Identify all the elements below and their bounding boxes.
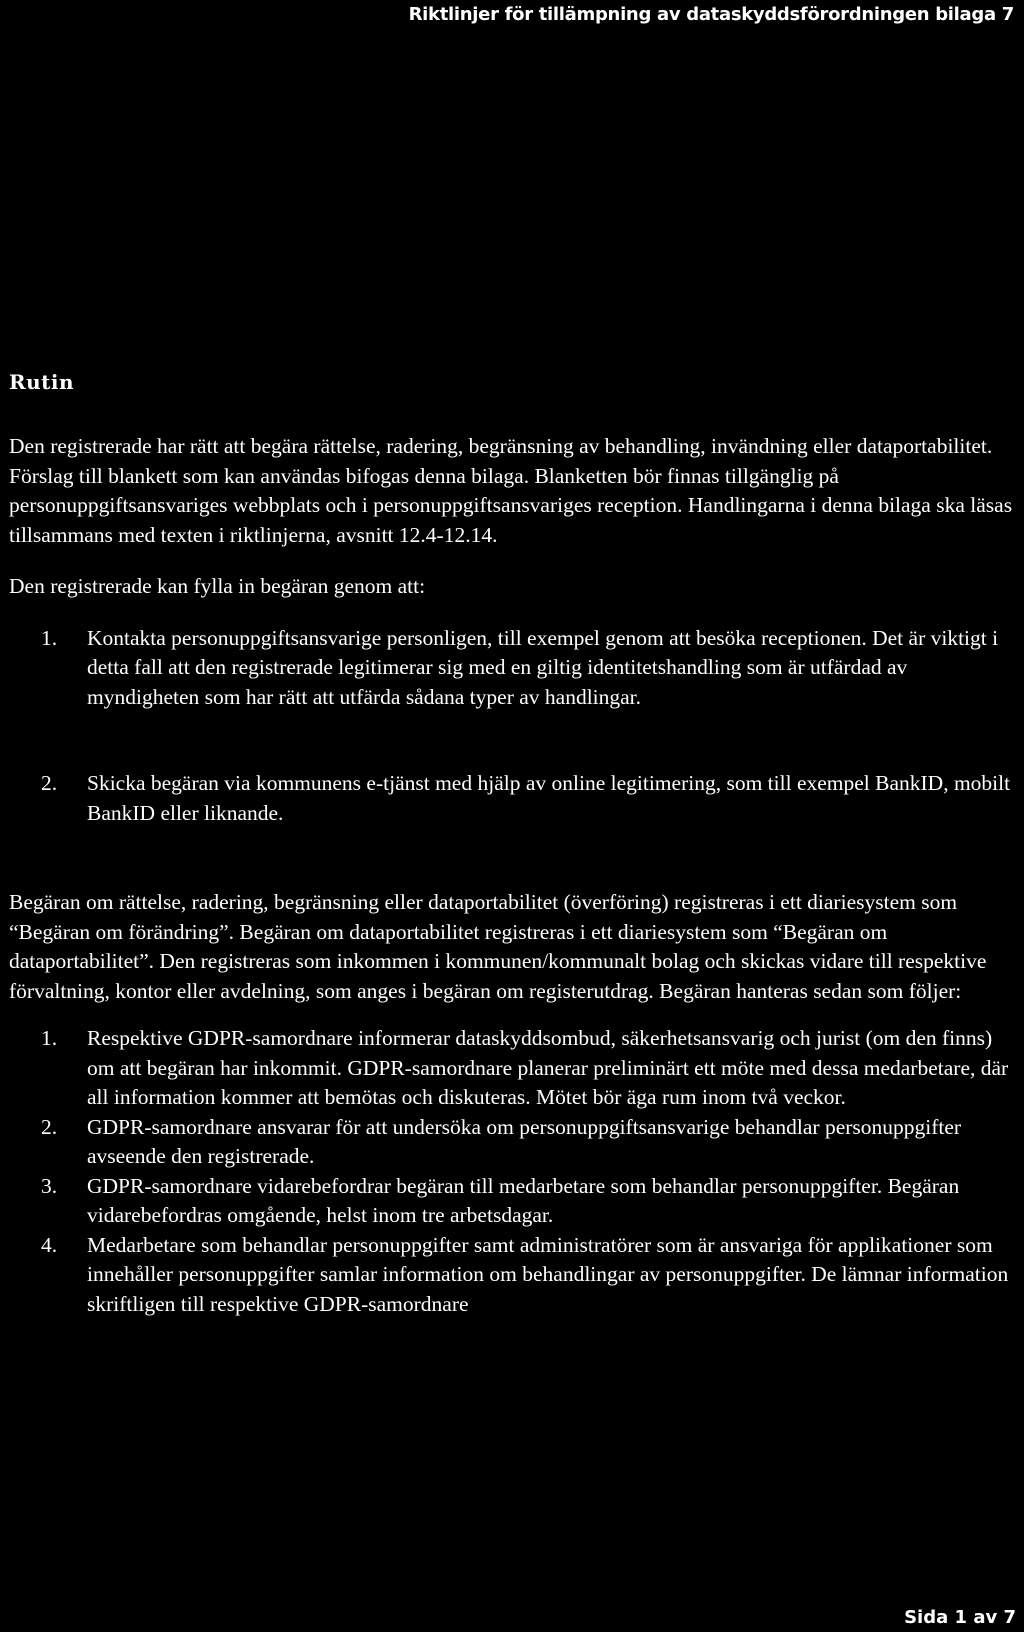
list-item-text: Respektive GDPR-samordnare informerar dataskyddsombud, säkerhetsansvarig och jurist (om den finns) om att begäran har inkommit. GDPR-samordnare planerar preliminärt ett möte med dessa medarbetare, där all information kommer att bemötas och diskuteras. Mötet bör äga rum inom två veckor. — [87, 1026, 1009, 1109]
intro-paragraph: Den registrerade har rätt att begära rättelse, radering, begränsning av behandling, invändning eller dataportabilitet. Förslag till blankett som kan användas bifogas denna bilaga. Blanketten bör finnas tillgänglig på personuppgiftsansvariges webbplats och i personuppgiftsansvariges reception. Handlingarna i denna bilaga ska läsas tillsammans med texten i riktlinjerna, avsnitt 12.4-12.14. — [9, 434, 1013, 547]
request-methods-list — [9, 624, 1014, 829]
list-item-number: 2. — [41, 771, 58, 795]
list-item-text: Skicka begäran via kommunens e-tjänst med hjälp av online legitimering, som till exempel BankID, mobilt BankID eller liknande. — [87, 771, 1011, 825]
list-item-number: 2. — [41, 1114, 58, 1139]
list-item — [9, 1113, 1014, 1172]
list-item — [9, 624, 1014, 713]
list-item-text: Kontakta personuppgiftsansvarige personligen, till exempel genom att besöka receptionen. Det är viktigt i detta fall att den registrerade legitimerar sig med en giltig identitetshandling som är utfärdad av myndigheten som har rätt att utfärda sådana typer av handlingar. — [87, 625, 999, 709]
list-item-number: 4. — [41, 1232, 58, 1257]
page-number: Sida 1 av 7 — [904, 1607, 1016, 1628]
list-item-number: 3. — [41, 1173, 58, 1198]
list-item — [9, 1172, 1014, 1231]
list-item-number: 1. — [41, 1026, 58, 1050]
list-item-text: GDPR-samordnare vidarebefordrar begäran till medarbetare som behandlar personuppgifter. Begäran vidarebefordras omgående, helst inom tre arbetsdagar. — [87, 1173, 960, 1227]
list-item — [9, 1231, 1014, 1320]
procedure-steps-list — [9, 1024, 1014, 1319]
page-header: Riktlinjer för tillämpning av dataskyddsförordningen bilaga 7 — [408, 4, 1014, 25]
list-item-number: 1. — [41, 625, 58, 650]
document-body — [9, 370, 1014, 1319]
list-item — [9, 1024, 1014, 1113]
list-item-text: Medarbetare som behandlar personuppgifter samt administratörer som är ansvariga för applikationer som innehåller personuppgifter samlar information om behandlingar av personuppgifter. De lämnar information skriftligen till respektive GDPR-samordnare — [87, 1232, 1009, 1316]
list-item — [9, 769, 1014, 828]
methods-lead-paragraph: Den registrerade kan fylla in begäran genom att: — [9, 574, 426, 598]
list-item-text: GDPR-samordnare ansvarar för att undersöka om personuppgiftsansvarige behandlar personuppgifter avseende den registrerade. — [87, 1114, 962, 1168]
procedure-paragraph: Begäran om rättelse, radering, begränsning eller dataportabilitet (överföring) registreras i ett diariesystem som “Begäran om förändring”. Begäran om dataportabilitet registreras i ett diariesystem som “Begäran om dataportabilitet”. Den registreras som inkommen i kommunen/kommunalt bolag och skickas vidare till respektive förvaltning, kontor eller avdelning, som anges i begäran om registerutdrag. Begäran hanteras sedan som följer: — [9, 890, 987, 1003]
section-heading: Rutin — [9, 370, 75, 394]
